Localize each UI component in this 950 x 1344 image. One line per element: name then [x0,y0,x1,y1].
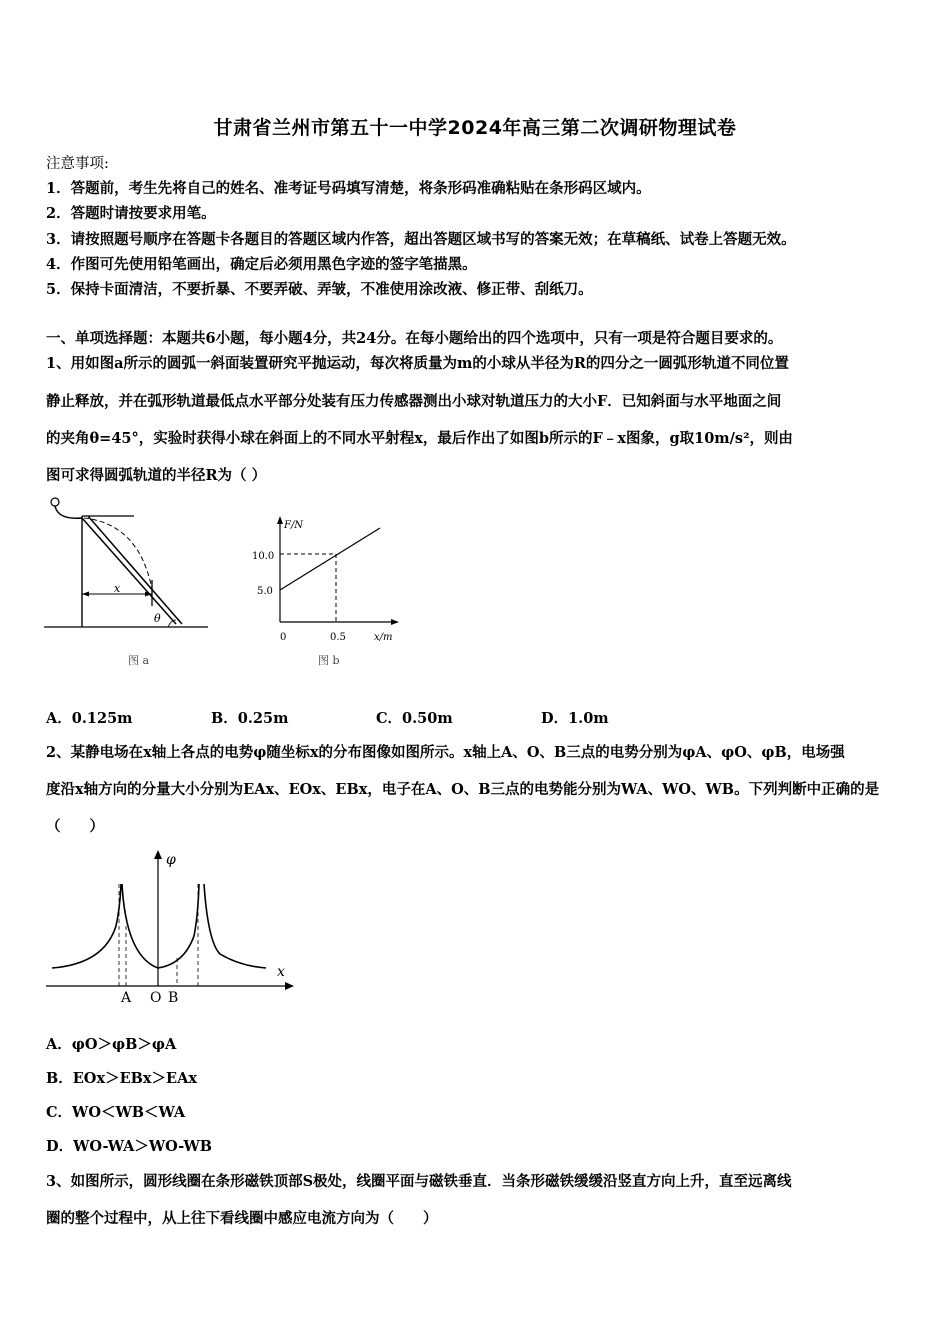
option-a[interactable]: A．φO＞φB＞φA [46,1036,177,1053]
x-axis-label: x/m [374,632,393,643]
x-label: x [114,582,121,595]
q2-text-line: （ ） [46,818,104,835]
q2-text-line: 2、某静电场在x轴上各点的电势φ随坐标x的分布图像如图所示。x轴上A、O、B三点的电势分别为φA、φO、φB，电场强 [46,744,845,761]
curve-left [52,884,121,968]
option-b[interactable]: B．0.25m [211,710,289,727]
option-d[interactable]: D．WO-WA＞WO-WB [46,1138,213,1155]
option-a[interactable]: A．0.125m [46,710,133,727]
angle-label: θ [154,612,161,625]
x-label: x [277,964,285,980]
x-tick-label: 0 [280,632,287,643]
figure-b-caption: 图 b [318,654,340,667]
point-b-label: B [168,990,179,1006]
option-b[interactable]: B．EOx＞EBx＞EAx [46,1070,197,1087]
q3-text-line: 3、如图所示，圆形线圈在条形磁铁顶部S极处，线圈平面与磁铁垂直．当条形磁铁缓缓沿竖直方向上升，直至远离线 [46,1173,792,1190]
figure-a-caption: 图 a [128,654,150,667]
x-tick-label: 0.5 [330,632,346,643]
y-tick-label: 5.0 [257,586,273,597]
q2-text-line: 度沿x轴方向的分量大小分别为EAx、EOx、EBx，电子在A、O、B三点的电势能分别为WA、WO、WB。下列判断中正确的是 [46,781,880,798]
slope [82,518,176,624]
notice-item: 4．作图可先使用铅笔画出，确定后必须用黑色字迹的签字笔描黑。 [46,256,477,273]
point-o-label: O [150,990,162,1006]
y-axis-label: F/N [284,520,304,531]
phi-label: φ [166,852,176,868]
notice-item: 5．保持卡面清洁，不要折暴、不要弄破、弄皱，不准使用涂改液、修正带、刮纸刀。 [46,281,593,298]
curve-right [204,884,266,968]
q3-text-line: 圈的整个过程中，从上往下看线圈中感应电流方向为（ ） [46,1210,438,1227]
figure-a [44,494,214,674]
option-c[interactable]: C．0.50m [376,710,453,727]
y-tick-label: 10.0 [252,551,275,562]
q1-text-line: 图可求得圆弧轨道的半径R为（ ） [46,467,267,484]
notice-item: 3．请按照题号顺序在答题卡各题目的答题区域内作答，超出答题区域书写的答案无效；在草稿纸、试卷上答题无效。 [46,231,796,248]
f-x-line [280,528,380,590]
curve-middle [122,884,199,968]
option-c[interactable]: C．WO＜WB＜WA [46,1104,186,1121]
option-d[interactable]: D．1.0m [541,710,609,727]
q1-text-line: 静止释放，并在弧形轨道最低点水平部分处装有压力传感器测出小球对轨道压力的大小F．已知斜面与水平地面之间 [46,393,782,410]
notice-item: 2．答题时请按要求用笔。 [46,205,216,222]
section-heading: 一、单项选择题：本题共6小题，每小题4分，共24分。在每小题给出的四个选项中，只有一项是符合题目要求的。 [46,330,783,347]
figure-b [248,510,408,672]
point-a-label: A [121,990,132,1006]
q1-text-line: 的夹角θ=45°，实验时获得小球在斜面上的不同水平射程x，最后作出了如图b所示的F﹣x图象，g取10m/s²，则由 [46,430,793,447]
notice-item: 1．答题前，考生先将自己的姓名、准考证号码填写清楚，将条形码准确粘贴在条形码区域内。 [46,180,651,197]
ball-icon [51,498,59,506]
notice-heading: 注意事项: [46,156,109,172]
arc-track [55,506,82,518]
exam-title: 甘肃省兰州市第五十一中学2024年高三第二次调研物理试卷 [213,117,737,139]
q1-text-line: 1、用如图a所示的圆弧一斜面装置研究平抛运动，每次将质量为m的小球从半径为R的四分之一圆弧形轨道不同位置 [46,355,789,372]
potential-graph [44,846,298,1006]
